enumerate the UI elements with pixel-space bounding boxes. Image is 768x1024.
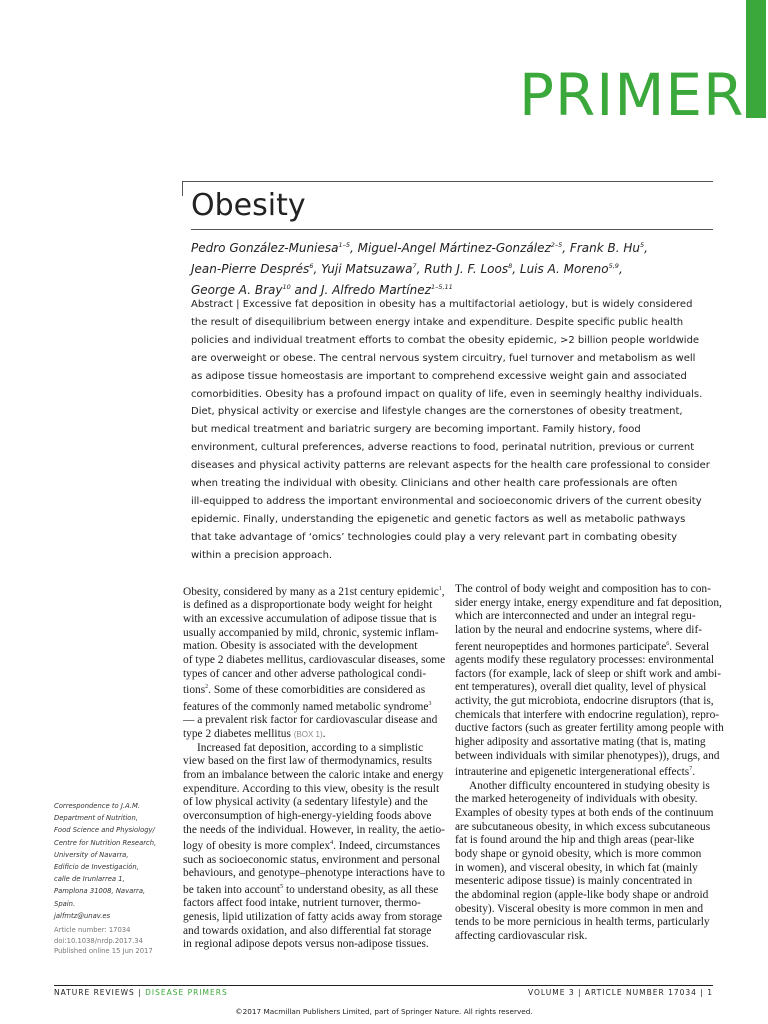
section-accent-bar bbox=[746, 0, 766, 118]
author-name: , Yuji Matsuzawa bbox=[313, 262, 413, 276]
body-text-line bbox=[455, 722, 724, 736]
body-text-line bbox=[455, 736, 715, 750]
citation-marker: 2 bbox=[205, 684, 209, 691]
correspondence-line: Spain. bbox=[54, 899, 76, 908]
body-text-line bbox=[183, 867, 443, 881]
citation-marker: 3 bbox=[428, 700, 432, 707]
text-run: are subcutaneous obesity, in which excess subcutaneous bbox=[455, 820, 711, 833]
body-text-line bbox=[183, 698, 443, 714]
body-text-line bbox=[183, 810, 443, 824]
body-text-line bbox=[455, 834, 715, 848]
metadata-line: doi:10.1038/nrdp.2017.34 bbox=[54, 936, 143, 945]
text-run: chemicals that interfere with endocrine regulation), repro- bbox=[455, 708, 720, 721]
correspondence-note bbox=[54, 800, 184, 922]
text-run: is defined as a disproportionate body weight for height bbox=[183, 599, 433, 612]
abstract-line: are overweight or obese. The central nervous system circuitry, fuel turnover and metabolism as well bbox=[191, 352, 696, 364]
correspondence-line: Edificio de Investigación, bbox=[54, 863, 139, 872]
author-name: Jean-Pierre Després bbox=[191, 262, 310, 276]
abstract-line: as adipose tissue homeostasis are important to comprehend excessive weight gain and associated bbox=[191, 370, 687, 382]
text-run: affecting cardiovascular risk. bbox=[455, 930, 588, 942]
correspondence-line: Food Science and Physiology/ bbox=[54, 826, 155, 835]
author-name: and J. Alfredo Martínez bbox=[290, 283, 431, 297]
body-text-line bbox=[183, 599, 443, 613]
correspondence-line: jalfmtz@unav.es bbox=[54, 911, 111, 920]
text-run: Examples of obesity types at both ends of the continuum bbox=[455, 807, 714, 820]
body-text-line bbox=[183, 755, 443, 769]
body-text-line bbox=[455, 930, 715, 944]
text-run: activity, the gut microbiota, endocrine disruptors (that is, bbox=[455, 695, 714, 708]
text-run: in regional adipose depots versus non-adipose tissues. bbox=[183, 938, 429, 951]
correspondence-line: Pamplona 31008, Navarra, bbox=[54, 887, 146, 896]
text-run: logy of obesity is more complex bbox=[183, 840, 331, 852]
section-label: PRIMER bbox=[519, 61, 745, 129]
abstract-line: Diet, physical activity or exercise and lifestyle changes are the cornerstones of obesity treatment, bbox=[191, 406, 683, 418]
body-column-right bbox=[455, 583, 724, 944]
footer-separator: | bbox=[134, 988, 146, 997]
text-run: The control of body weight and composition has to con- bbox=[455, 583, 711, 595]
author-line bbox=[191, 236, 716, 257]
text-run: to understand obesity, as all these bbox=[283, 883, 439, 896]
abstract-line: the result of disequilibrium between energy intake and expenditure. Despite specific public health bbox=[191, 316, 684, 328]
copyright-notice: ©2017 Macmillan Publishers Limited, part of Springer Nature. All rights reserved. bbox=[235, 1007, 533, 1016]
text-run: sider energy intake, energy expenditure and fat deposition, bbox=[455, 596, 722, 609]
abstract-line: environment, cultural preferences, adverse reactions to food, perinatal nutrition, previous or current bbox=[191, 442, 695, 454]
affiliation-marker: 8 bbox=[508, 262, 513, 270]
body-text-line bbox=[455, 889, 715, 903]
body-text-line bbox=[183, 627, 443, 641]
affiliation-marker: 6 bbox=[309, 262, 314, 270]
affiliation-marker: 5,9 bbox=[608, 262, 619, 270]
abstract-line: but medical treatment and bariatric surgery are becoming important. Family history, food bbox=[191, 424, 641, 436]
correspondence-line: University of Navarra, bbox=[54, 850, 129, 859]
citation-marker: 6 bbox=[666, 640, 670, 647]
citation-marker: 1 bbox=[438, 586, 442, 592]
affiliation-marker: 1–5,11 bbox=[430, 283, 453, 291]
body-text-line bbox=[455, 638, 715, 654]
metadata-line: Published online 15 Jun 2017 bbox=[54, 947, 153, 955]
text-run: lation by the neural and endocrine systems, where dif- bbox=[455, 623, 703, 636]
affiliation-marker: 2–5 bbox=[550, 241, 563, 249]
text-run: which are interconnected and under an integral regu- bbox=[455, 610, 696, 623]
body-text-line bbox=[455, 780, 715, 794]
text-run: genesis, lipid utilization of fatty acids away from storage bbox=[183, 911, 443, 924]
author-name: , Ruth J. F. Loos bbox=[416, 262, 509, 276]
affiliation-marker: 1–5 bbox=[338, 241, 350, 249]
body-text-line bbox=[183, 640, 443, 654]
body-text-line bbox=[455, 624, 715, 638]
text-run: — a prevalent risk factor for cardiovascular disease and bbox=[183, 714, 438, 727]
text-run: ent temperatures), overall diet quality, level of physical bbox=[455, 681, 707, 694]
text-run: the abdominal region (apple-like body shape or android bbox=[455, 889, 709, 902]
text-run: tends to be more pernicious in health terms, particularly bbox=[455, 916, 710, 929]
metadata-line: Article number: 17034 bbox=[54, 926, 131, 934]
author-name: George A. Bray bbox=[191, 283, 283, 297]
author-list bbox=[191, 236, 716, 299]
abstract bbox=[191, 296, 716, 565]
abstract-line: comorbidities. Obesity has a profound impact on quality of life, even in seemingly healthy individuals. bbox=[191, 388, 703, 400]
text-run: overconsumption of high-energy-yielding foods above bbox=[183, 809, 432, 822]
text-run: features of the commonly named metabolic syndrome bbox=[183, 700, 429, 713]
text-run: obesity). Visceral obesity is more common in men and bbox=[455, 902, 704, 915]
author-name: , Luis A. Moreno bbox=[512, 262, 609, 276]
text-run: in women), and visceral obesity, in which fat (mainly bbox=[455, 861, 698, 874]
body-text-line bbox=[455, 610, 715, 624]
abstract-line: within a precision approach. bbox=[191, 549, 333, 561]
text-run: mesenteric adipose tissue) is mainly concentrated in bbox=[455, 875, 693, 888]
body-text-line bbox=[455, 695, 715, 709]
body-text-line bbox=[183, 783, 443, 797]
body-text-line bbox=[183, 668, 443, 682]
text-run: . Several bbox=[669, 640, 710, 653]
text-run: tions bbox=[183, 684, 206, 697]
author-name: , Frank B. Hu bbox=[562, 241, 640, 255]
affiliation-marker: 7 bbox=[412, 262, 417, 270]
text-run: . bbox=[692, 766, 696, 779]
text-run: higher adiposity and assortative mating (that is, mating bbox=[455, 736, 706, 749]
text-run: view based on the first law of thermodynamics, results bbox=[183, 755, 432, 768]
body-text-line bbox=[183, 881, 443, 897]
body-text-line bbox=[183, 854, 443, 868]
body-text-line bbox=[455, 903, 715, 917]
text-run: . Indeed, circumstances bbox=[333, 840, 441, 852]
abstract-line: epidemic. Finally, understanding the epigenetic and genetic factors as well as metabolic pathways bbox=[191, 513, 686, 525]
text-run: with an excessive accumulation of adipose tissue that is bbox=[183, 613, 437, 626]
text-run: be taken into account bbox=[183, 883, 281, 896]
abstract-line: when treating the individual with obesity. Clinicians and other health care professionals are often bbox=[191, 478, 678, 490]
text-run: intrauterine and epigenetic intergenerational effects bbox=[455, 766, 690, 779]
title-underline bbox=[191, 229, 713, 230]
abstract-line: policies and individual treatment efforts to combat the obesity epidemic, >2 billion people worldwide bbox=[191, 334, 700, 346]
text-run: of low physical activity (a sedentary lifestyle) and the bbox=[183, 796, 428, 809]
article-metadata bbox=[54, 925, 153, 957]
correspondence-line: calle de Irunlarrea 1, bbox=[54, 875, 125, 884]
text-run: and towards oxidation, and also differential fat storage bbox=[183, 924, 432, 937]
body-text-line bbox=[183, 681, 443, 697]
body-text-line bbox=[183, 837, 443, 853]
body-text-line bbox=[183, 925, 443, 939]
affiliation-marker: 5 bbox=[639, 241, 645, 249]
body-text-line bbox=[455, 821, 715, 835]
body-text-line bbox=[455, 596, 722, 611]
correspondence-line: Centre for Nutrition Research, bbox=[54, 838, 157, 847]
footer-volume-info: VOLUME 3 | ARTICLE NUMBER 17034 | 1 bbox=[528, 988, 713, 997]
journal-series: DISEASE PRIMERS bbox=[145, 988, 228, 997]
text-run: . Some of these comorbidities are considered as bbox=[208, 684, 426, 697]
author-name: Pedro González-Muniesa bbox=[191, 241, 339, 255]
body-text-line bbox=[183, 714, 443, 728]
body-text-line bbox=[183, 938, 443, 952]
text-run: Increased fat deposition, according to a simplistic bbox=[197, 741, 424, 754]
title-rule-tick bbox=[182, 181, 183, 196]
correspondence-line: Correspondence to J.A.M. bbox=[54, 802, 140, 810]
abstract-line: that take advantage of ‘omics’ technologies could play a very relevant part in combating obesity bbox=[191, 531, 677, 543]
text-run: from an imbalance between the caloric intake and energy bbox=[183, 768, 444, 781]
body-text-line bbox=[455, 848, 715, 862]
author-name: , bbox=[618, 262, 623, 276]
journal-name: NATURE REVIEWS bbox=[54, 988, 135, 997]
body-text-line bbox=[183, 654, 446, 668]
body-text-line bbox=[183, 796, 443, 810]
body-text-line bbox=[183, 742, 443, 756]
author-name: , Miguel-Angel Mártinez-González bbox=[350, 241, 551, 255]
text-run: Obesity, considered by many as a 21st century epidemic bbox=[183, 585, 439, 598]
body-column-left bbox=[183, 583, 446, 952]
text-run: ferent neuropeptides and hormones participate bbox=[455, 640, 667, 653]
article-title: Obesity bbox=[191, 188, 306, 223]
text-run: the needs of the individual. However, in reality, the aetio- bbox=[183, 823, 445, 836]
body-text-line bbox=[183, 824, 443, 838]
title-top-rule bbox=[182, 181, 713, 182]
body-text-line bbox=[183, 728, 443, 742]
citation-marker: 4 bbox=[330, 840, 334, 847]
text-run: mation. Obesity is associated with the development bbox=[183, 640, 418, 653]
affiliation-marker: 10 bbox=[282, 283, 291, 291]
body-text-line bbox=[455, 749, 720, 764]
text-run: , bbox=[441, 585, 445, 598]
body-text-line bbox=[455, 916, 715, 930]
text-run: of type 2 diabetes mellitus, cardiovascular diseases, some bbox=[183, 654, 446, 667]
text-run: ductive factors (such as greater fertility among people with bbox=[455, 722, 724, 735]
body-text-line bbox=[455, 583, 715, 597]
text-run: body shape or gynoid obesity, which is more common bbox=[455, 848, 702, 861]
text-run: between individuals with similar phenotypes)), drugs, and bbox=[455, 749, 720, 762]
abstract-line: diseases and physical activity patterns are relevant aspects for the health care professional to consider bbox=[191, 460, 710, 472]
text-run: types of cancer and other adverse pathological condi- bbox=[183, 667, 427, 680]
body-text-line bbox=[455, 763, 715, 779]
body-text-line bbox=[183, 583, 443, 599]
text-run: behaviours, and genotype–phenotype interactions have to bbox=[183, 867, 445, 880]
footer-journal bbox=[54, 988, 228, 997]
abstract-line: Abstract | Excessive fat deposition in obesity has a multifactorial aetiology, but is widely considered bbox=[191, 299, 693, 310]
body-text-line bbox=[455, 862, 715, 876]
body-text-line bbox=[455, 667, 722, 682]
text-run: . bbox=[322, 727, 326, 740]
text-run: such as socioeconomic status, environment and personal bbox=[183, 853, 441, 866]
text-run: the marked heterogeneity of individuals with obesity. bbox=[455, 793, 698, 806]
body-text-line bbox=[455, 654, 715, 668]
text-run: agents modify these regulatory processes: environmental bbox=[455, 654, 715, 667]
correspondence-line: Department of Nutrition, bbox=[54, 814, 138, 823]
text-run: fat is found around the hip and thigh areas (pear-like bbox=[455, 834, 695, 847]
author-name: , bbox=[644, 241, 648, 255]
text-run: factors affect food intake, nutrient turnover, thermo- bbox=[183, 897, 421, 910]
body-text-line bbox=[183, 897, 443, 911]
body-text-line bbox=[183, 769, 443, 783]
body-text-line bbox=[183, 613, 443, 627]
body-text-line bbox=[455, 793, 715, 807]
body-text-line bbox=[455, 875, 715, 889]
text-run: usually accompanied by mild, chronic, systemic inflam- bbox=[183, 626, 439, 639]
citation-marker: 7 bbox=[689, 766, 693, 773]
text-run: expenditure. According to this view, obesity is the result bbox=[183, 782, 440, 795]
author-line bbox=[191, 257, 716, 278]
text-run: Another difficulty encountered in studying obesity is bbox=[469, 779, 710, 792]
body-text-line bbox=[455, 708, 720, 723]
citation-marker: 5 bbox=[280, 883, 284, 890]
box-reference: (BOX 1) bbox=[293, 729, 323, 739]
text-run: type 2 diabetes mellitus bbox=[183, 727, 294, 740]
text-run: factors (for example, lack of sleep or shift work and ambi- bbox=[455, 667, 722, 680]
footer-rule bbox=[54, 985, 713, 986]
body-text-line bbox=[455, 807, 715, 821]
body-text-line bbox=[455, 681, 715, 695]
abstract-line: ill-equipped to address the important environmental and socioeconomic drivers of the current obesity bbox=[191, 495, 702, 507]
body-text-line bbox=[183, 911, 443, 925]
